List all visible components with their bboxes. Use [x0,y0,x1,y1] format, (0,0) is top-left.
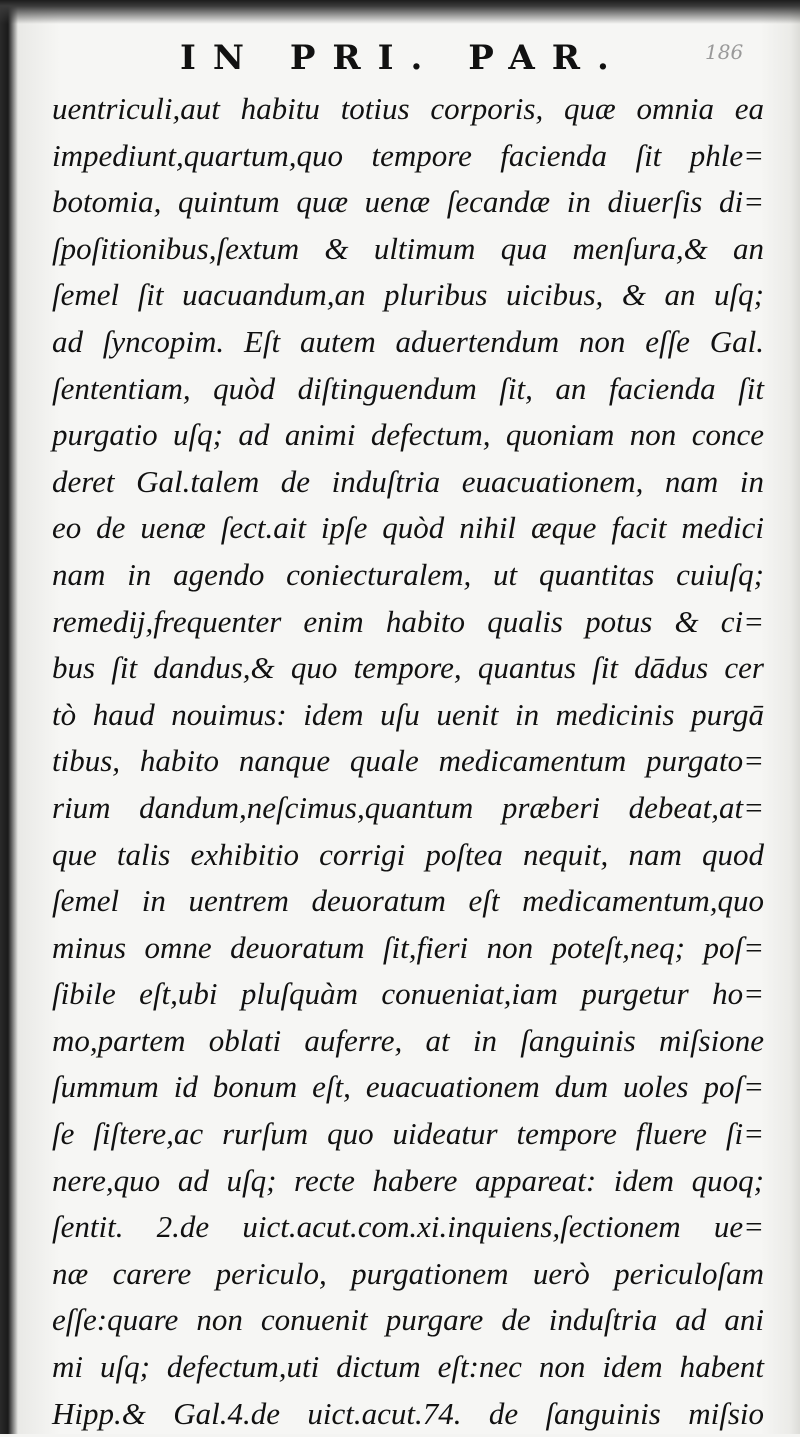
text-line: nere,quo ad uſq; recte habere appareat: idem quoq; [52,1162,764,1198]
text-line: ſemel in uentrem deuoratum eſt medicamentum,quo [52,883,764,919]
text-line: ſpoſitionibus,ſextum & ultimum qua menſura,& an [52,230,764,266]
text-line: minus omne deuoratum ſit,fieri non poteſt,neq; poſ= [52,929,764,965]
text-line: bus ſit dandus,& quo tempore, quantus ſit dādus cer [52,650,764,686]
text-line: ſemel ſit uacuandum,an pluribus uicibus, & an uſq; [52,277,764,313]
text-line: deret Gal.talem de induſtria euacuationem, nam in [52,463,764,499]
text-line: rium dandum,neſcimus,quantum præberi debeat,at= [52,789,764,825]
text-line: ſibile eſt,ubi pluſquàm conueniat,iam purgetur ho= [52,976,764,1012]
text-line: eo de uenæ ſect.ait ipſe quòd nihil æque facit medici [52,510,764,546]
text-line: impediunt,quartum,quo tempore facienda ſit phle= [52,137,764,173]
text-line: uentriculi,aut habitu totius corporis, quæ omnia ea [52,91,764,126]
text-line: nam in agendo coniecturalem, ut quantitas cuiuſq; [52,556,764,592]
text-line: botomia, quintum quæ uenæ ſecandæ in diuerſis di= [52,184,764,220]
text-line: næ carere periculo, purgationem uerò periculoſam [52,1255,764,1291]
text-line: tò haud nouimus: idem uſu uenit in medicinis purgā [52,696,764,732]
page-number: 186 [705,40,744,64]
text-line: purgatio uſq; ad animi defectum, quoniam non conce [52,417,764,453]
text-line: ad ſyncopim. Eſt autem aduertendum non eſſe Gal. [52,323,764,359]
text-line: ſummum id bonum eſt, euacuationem dum uoles poſ= [52,1069,764,1105]
text-line: eſſe:quare non conuenit purgare de induſtria ad ani [52,1302,764,1338]
text-line: mo,partem oblati auferre, at in ſanguinis miſsione [52,1022,764,1058]
text-line: Hipp.& Gal.4.de uict.acut.74. de ſanguinis miſsio [52,1395,764,1431]
body-text [52,86,764,1437]
text-line: mi uſq; defectum,uti dictum eſt:nec non idem habent [52,1349,764,1385]
page-top-shadow [0,0,800,24]
text-line: ſententiam, quòd diſtinguendum ſit, an facienda ſit [52,370,764,406]
text-line: que talis exhibitio corrigi poſtea nequit, nam quod [52,836,764,872]
text-line: tibus, habito nanque quale medicamentum purgato= [52,743,764,779]
running-head: IN PRI. PAR. [180,38,626,78]
text-line: ſentit. 2.de uict.acut.com.xi.inquiens,ſectionem ue= [52,1209,764,1245]
text-line: remedij,frequenter enim habito qualis potus & ci= [52,603,764,639]
text-line: ſe ſiſtere,ac rurſum quo uideatur tempore fluere ſi= [52,1116,764,1152]
